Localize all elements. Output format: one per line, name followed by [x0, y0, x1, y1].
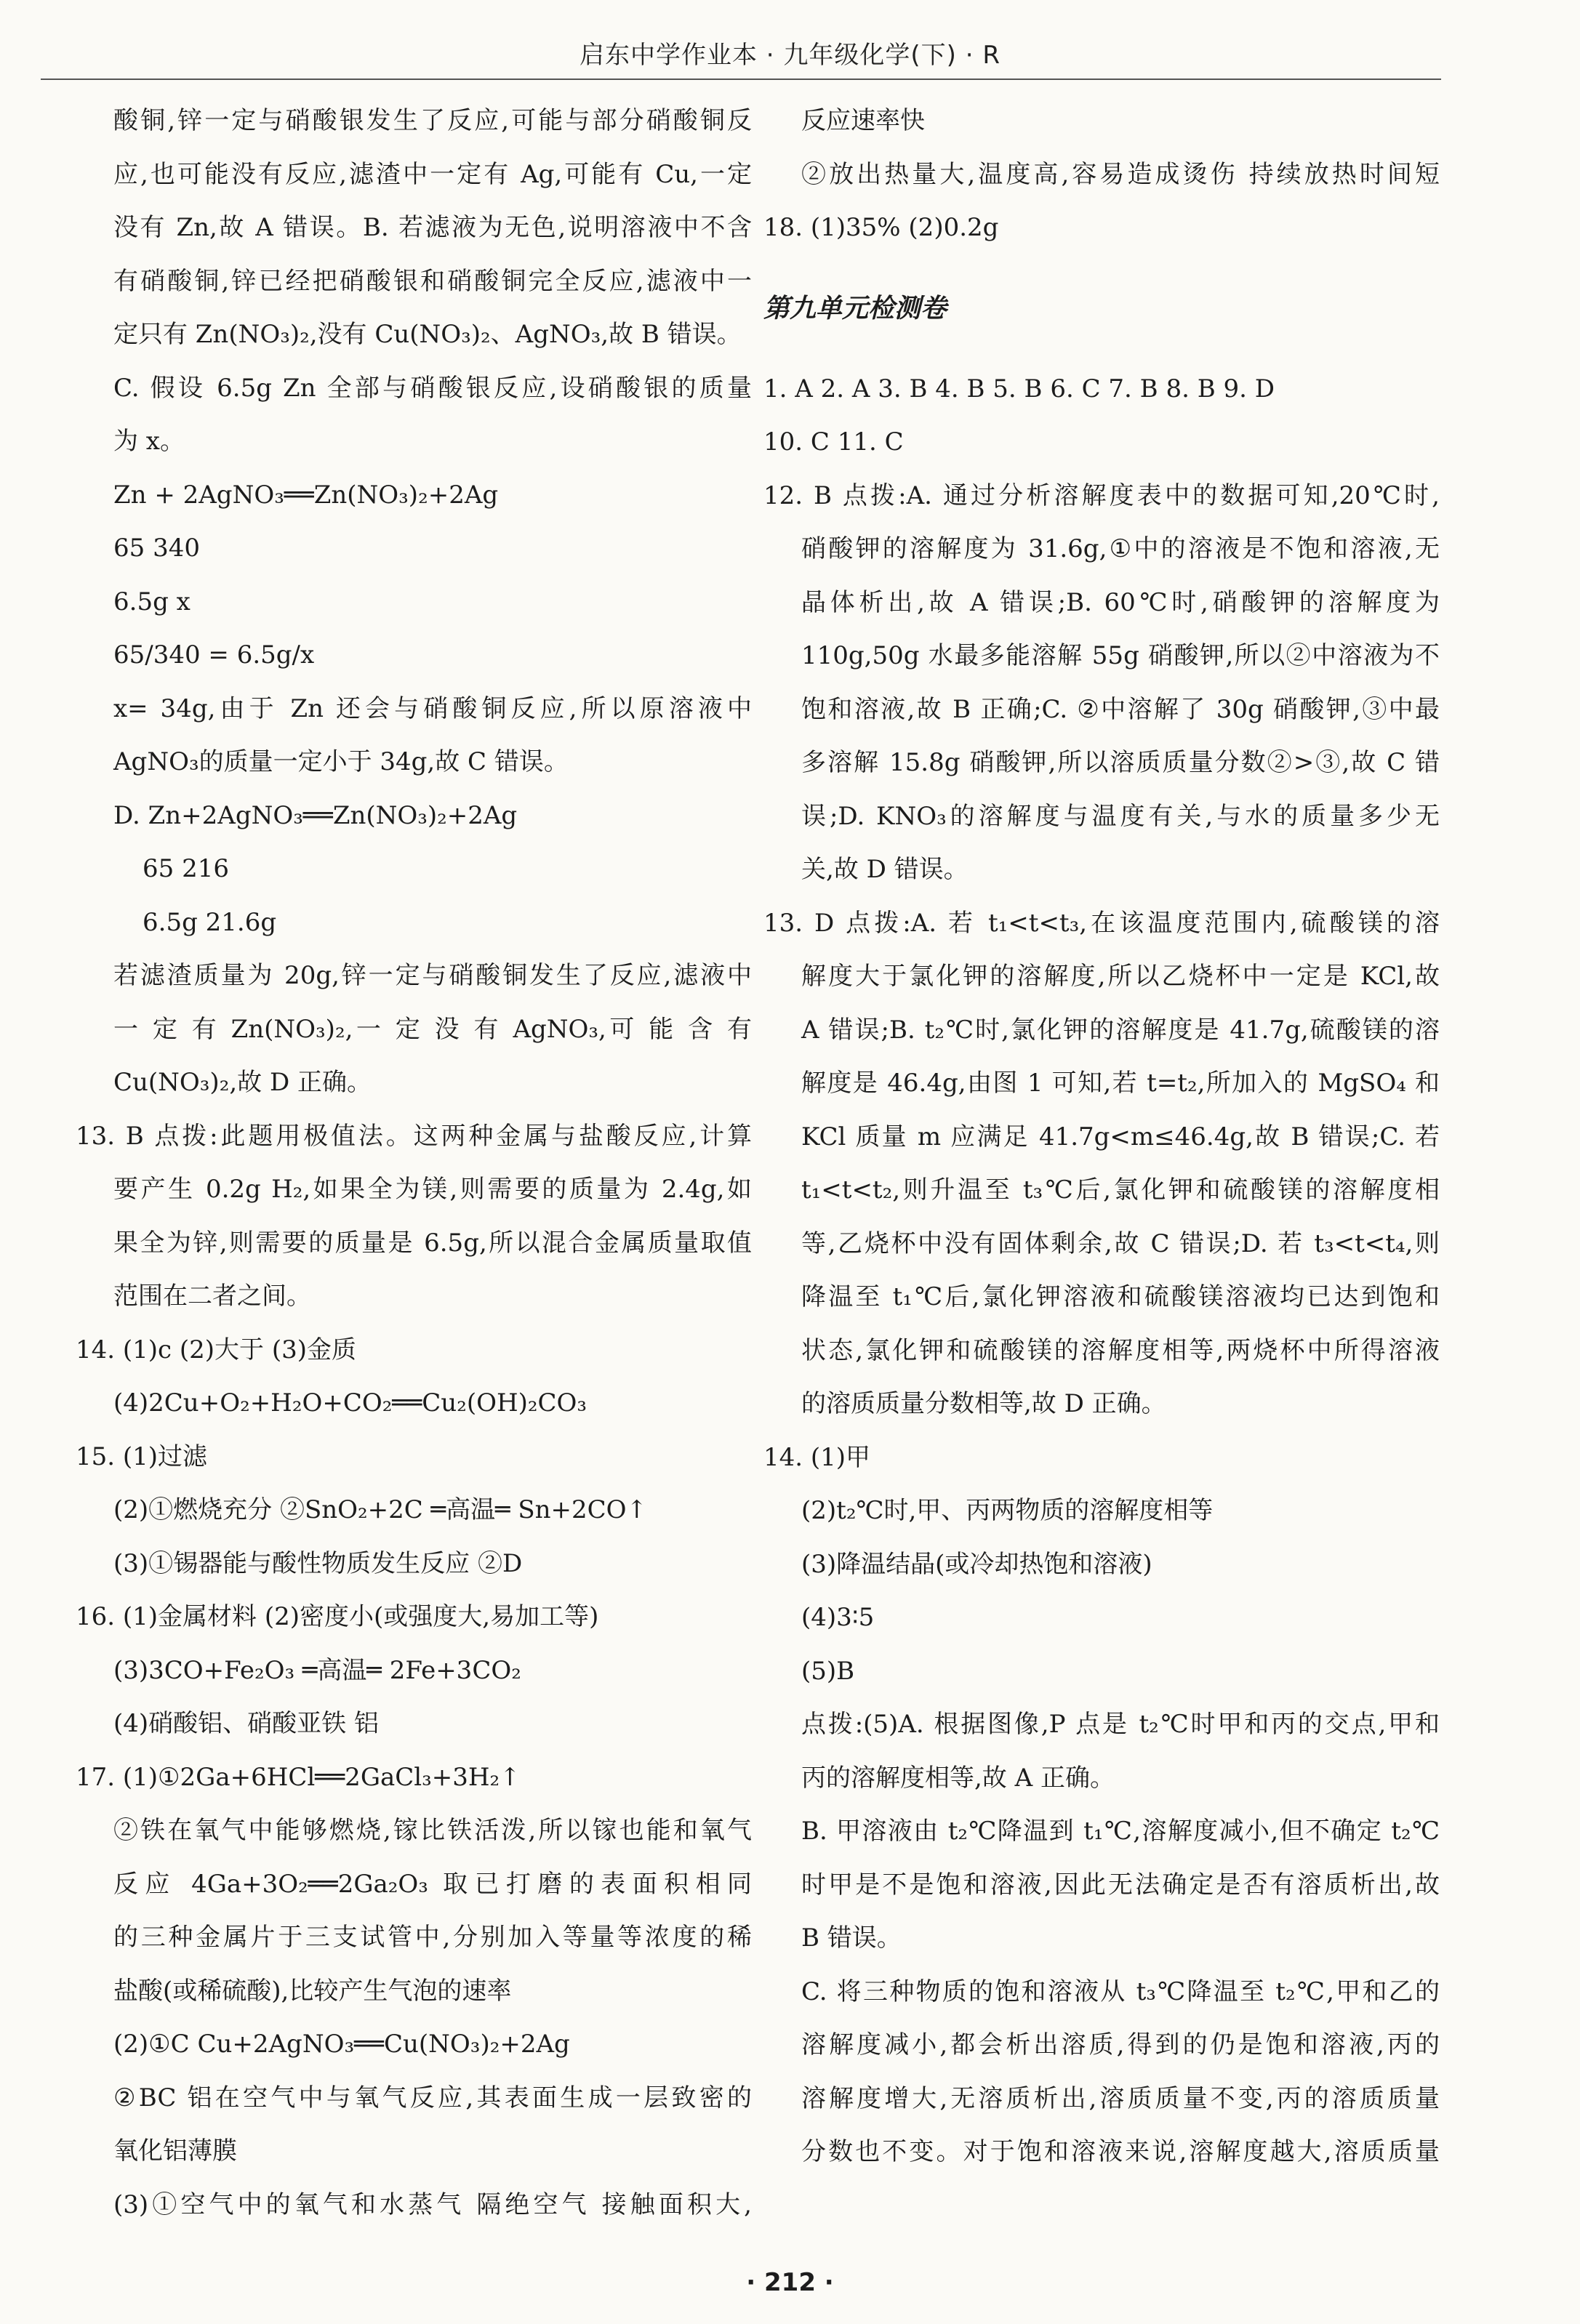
text-line: 65/340 = 6.5g/x [113, 640, 315, 670]
section-title: 第九单元检测卷 [763, 293, 947, 323]
text-line: 分数也不变。对于饱和溶液来说,溶解度越大,溶质质量 [801, 2137, 1440, 2166]
text-line: 65 340 [113, 534, 200, 563]
text-line: 解度大于氯化钾的溶解度,所以乙烧杯中一定是 KCl,故 [801, 962, 1440, 991]
text-line: 时甲是不是饱和溶液,因此无法确定是否有溶质析出,故 [801, 1870, 1440, 1899]
text-line: 17. (1)①2Ga+6HCl══2GaCl₃+3H₂↑ [76, 1762, 521, 1792]
text-line: (3)3CO+Fe₂O₃ ═高温═ 2Fe+3CO₂ [113, 1655, 521, 1685]
right-column-body [763, 363, 1440, 2179]
text-line: 范围在二者之间。 [113, 1282, 311, 1311]
text-line: 13. D 点拨:A. 若 t₁<t<t₃,在该温度范围内,硫酸镁的溶 [763, 908, 1440, 938]
text-line: 的三种金属片于三支试管中,分别加入等量等浓度的稀 [113, 1923, 752, 1952]
text-line: 晶体析出,故 A 错误;B. 60℃时,硝酸钾的溶解度为 [801, 587, 1440, 617]
text-line: (3)降温结晶(或冷却热饱和溶液) [801, 1549, 1152, 1579]
right-column-top [763, 95, 1440, 255]
text-line: 65 216 [143, 854, 229, 883]
text-line: (2)①燃烧充分 ②SnO₂+2C ═高温═ Sn+2CO↑ [113, 1495, 648, 1524]
text-line: 16. (1)金属材料 (2)密度小(或强度大,易加工等) [76, 1602, 599, 1631]
text-line: 14. (1)甲 [763, 1442, 871, 1472]
text-line: (4)2Cu+O₂+H₂O+CO₂══Cu₂(OH)₂CO₃ [113, 1388, 588, 1418]
text-line: B. 甲溶液由 t₂℃降温到 t₁℃,溶解度减小,但不确定 t₂℃ [801, 1817, 1440, 1846]
page-header: 启东中学作业本 · 九年级化学(下) · R [580, 41, 1000, 70]
text-line: 丙的溶解度相等,故 A 正确。 [801, 1763, 1115, 1793]
text-line: (2)①C Cu+2AgNO₃══Cu(NO₃)₂+2Ag [113, 2030, 570, 2059]
text-line: 酸铜,锌一定与硝酸银发生了反应,可能与部分硝酸铜反 [113, 106, 752, 135]
spacer [763, 347, 1440, 363]
text-line: 氧化铝薄膜 [113, 2136, 237, 2166]
text-line: 没有 Zn,故 A 错误。B. 若滤液为无色,说明溶液中不含 [113, 213, 752, 242]
text-line: 的溶质质量分数相等,故 D 正确。 [801, 1389, 1166, 1418]
text-line: KCl 质量 m 应满足 41.7g<m≤46.4g,故 B 错误;C. 若 [801, 1122, 1440, 1151]
text-line: 误;D. KNO₃的溶解度与温度有关,与水的质量多少无 [801, 801, 1440, 831]
text-line: (2)t₂℃时,甲、丙两物质的溶解度相等 [801, 1496, 1214, 1525]
text-line: 降温至 t₁℃后,氯化钾溶液和硫酸镁溶液均已达到饱和 [801, 1282, 1440, 1311]
text-line: 12. B 点拨:A. 通过分析溶解度表中的数据可知,20℃时, [763, 481, 1440, 510]
text-line: ②放出热量大,温度高,容易造成烫伤 持续放热时间短 [801, 159, 1440, 189]
text-line: 为 x。 [113, 427, 185, 456]
text-line: 盐酸(或稀硫酸),比较产生气泡的速率 [113, 1976, 512, 2006]
text-line: 6.5g x [113, 587, 191, 616]
text-line: D. Zn+2AgNO₃══Zn(NO₃)₂+2Ag [113, 800, 518, 830]
text-line: ②BC 铝在空气中与氧气反应,其表面生成一层致密的 [113, 2083, 752, 2112]
text-line: ②铁在氧气中能够燃烧,镓比铁活泼,所以镓也能和氧气 [113, 1816, 752, 1845]
text-line: 硝酸钾的溶解度为 31.6g,①中的溶液是不饱和溶液,无 [801, 534, 1440, 563]
text-line: C. 将三种物质的饱和溶液从 t₃℃降温至 t₂℃,甲和乙的 [801, 1977, 1440, 2006]
text-line: 饱和溶液,故 B 正确;C. ②中溶解了 30g 硝酸钾,③中最 [801, 694, 1440, 724]
text-line: Zn + 2AgNO₃══Zn(NO₃)₂+2Ag [113, 480, 499, 510]
text-line: 解度是 46.4g,由图 1 可知,若 t=t₂,所加入的 MgSO₄ 和 [801, 1069, 1440, 1098]
text-line: (4)硝酸铝、硝酸亚铁 铝 [113, 1709, 379, 1738]
text-line: 有硝酸铜,锌已经把硝酸银和硝酸铜完全反应,滤液中一 [113, 266, 752, 296]
text-line: 点拨:(5)A. 根据图像,P 点是 t₂℃时甲和丙的交点,甲和 [801, 1710, 1440, 1739]
text-line: x= 34g,由于 Zn 还会与硝酸铜反应,所以原溶液中 [113, 693, 752, 723]
text-line: (3)①锡器能与酸性物质发生反应 ②D [113, 1548, 523, 1578]
text-line: C. 假设 6.5g Zn 全部与硝酸银反应,设硝酸银的质量 [113, 373, 752, 403]
text-line: 14. (1)c (2)大于 (3)金质 [76, 1335, 357, 1364]
text-line: 一 定 有 Zn(NO₃)₂,一 定 没 有 AgNO₃,可 能 含 有 [113, 1014, 752, 1044]
text-line: 多溶解 15.8g 硝酸钾,所以溶质质量分数②>③,故 C 错 [801, 748, 1440, 777]
text-line: 反应 4Ga+3O₂══2Ga₂O₃ 取已打磨的表面积相同 [113, 1869, 752, 1899]
text-line: 若滤渣质量为 20g,锌一定与硝酸铜发生了反应,滤液中 [113, 961, 752, 990]
left-column [76, 95, 752, 2232]
text-line: 13. B 点拨:此题用极值法。这两种金属与盐酸反应,计算 [76, 1121, 752, 1151]
text-line: 定只有 Zn(NO₃)₂,没有 Cu(NO₃)₂、AgNO₃,故 B 错误。 [113, 320, 742, 349]
text-line: 1. A 2. A 3. B 4. B 5. B 6. C 7. B 8. B 9. D [763, 374, 1275, 403]
text-line: 应,也可能没有反应,滤渣中一定有 Ag,可能有 Cu,一定 [113, 159, 752, 189]
text-line: 果全为锌,则需要的质量是 6.5g,所以混合金属质量取值 [113, 1228, 752, 1258]
text-line: AgNO₃的质量一定小于 34g,故 C 错误。 [113, 747, 569, 776]
text-line: 等,乙烧杯中没有固体剩余,故 C 错误;D. 若 t₃<t<t₄,则 [801, 1229, 1440, 1258]
text-line: 状态,氯化钾和硫酸镁的溶解度相等,两烧杯中所得溶液 [801, 1335, 1440, 1365]
spacer [763, 255, 1440, 271]
text-line: (4)3∶5 [801, 1603, 875, 1632]
text-line: 反应速率快 [801, 106, 925, 135]
text-line: 110g,50g 水最多能溶解 55g 硝酸钾,所以②中溶液为不 [801, 641, 1440, 670]
text-line: Cu(NO₃)₂,故 D 正确。 [113, 1068, 372, 1097]
text-line: 18. (1)35% (2)0.2g [763, 213, 999, 242]
text-line: 15. (1)过滤 [76, 1442, 208, 1471]
right-column [763, 95, 1440, 2179]
text-line: 溶解度减小,都会析出溶质,得到的仍是饱和溶液,丙的 [801, 2030, 1440, 2059]
text-line: (5)B [801, 1656, 855, 1686]
text-line: 10. C 11. C [763, 427, 904, 457]
text-line: t₁<t<t₂,则升温至 t₃℃后,氯化钾和硫酸镁的溶解度相 [801, 1175, 1440, 1205]
text-line: A 错误;B. t₂℃时,氯化钾的溶解度是 41.7g,硫酸镁的溶 [801, 1015, 1440, 1045]
text-line: (3)①空气中的氧气和水蒸气 隔绝空气 接触面积大, [113, 2190, 752, 2219]
text-line: 要产生 0.2g H₂,如果全为镁,则需要的质量为 2.4g,如 [113, 1175, 752, 1204]
text-line: 6.5g 21.6g [143, 907, 277, 937]
text-line: 溶解度增大,无溶质析出,溶质质量不变,丙的溶质质量 [801, 2083, 1440, 2113]
header-divider [41, 79, 1441, 80]
text-line: 关,故 D 错误。 [801, 855, 969, 884]
page-number: · 212 · [746, 2268, 834, 2297]
text-line: B 错误。 [801, 1923, 902, 1953]
